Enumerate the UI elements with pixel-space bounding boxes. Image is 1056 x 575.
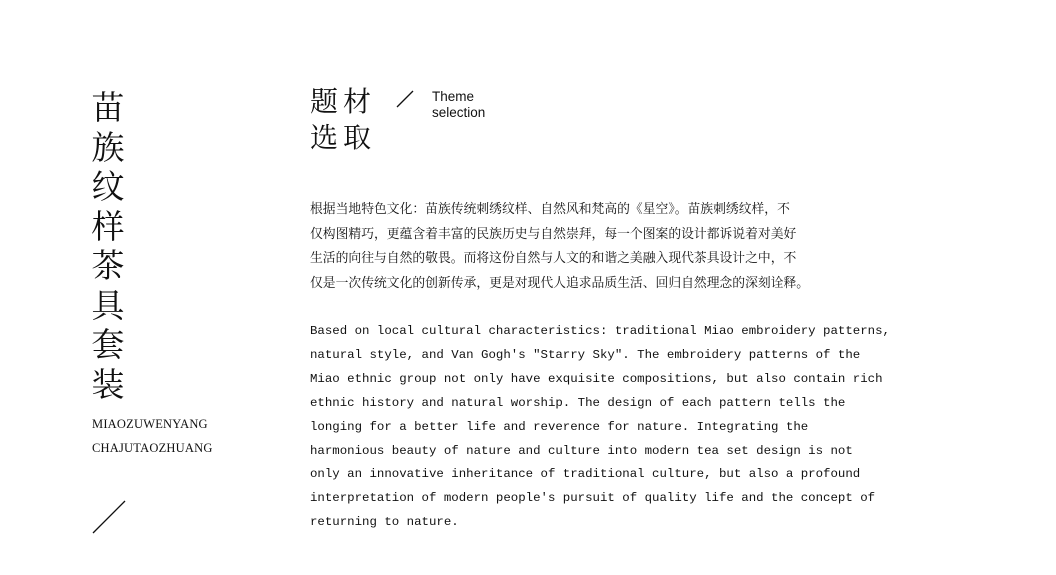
paragraph-line: Miao ethnic group not only have exquisite compositions, but also contain rich xyxy=(310,371,883,386)
title-char: 样 xyxy=(91,206,125,246)
section-heading-line1: 题材 xyxy=(310,85,377,118)
paragraph-line: interpretation of modern people's pursuit of quality life and the concept of xyxy=(310,491,876,506)
vertical-title xyxy=(86,88,130,404)
title-pinyin-line2: CHAJUTAOZHUANG xyxy=(92,441,213,455)
title-char: 具 xyxy=(91,285,125,325)
paragraph-line: 生活的向往与自然的敬畏。而将这份自然与人文的和谐之美融入现代茶具设计之中，不 xyxy=(310,251,797,266)
section-heading xyxy=(310,84,390,156)
paragraph-english xyxy=(310,320,890,535)
title-pinyin-line1: MIAOZUWENYANG xyxy=(92,417,208,431)
paragraph-line: natural style, and Van Gogh's "Starry Sky". The embroidery patterns of the xyxy=(310,347,861,362)
section-subtitle-line1: Theme xyxy=(432,89,475,104)
paragraph-line: harmonious beauty of nature and culture into modern tea set design is not xyxy=(310,443,853,458)
section-subtitle xyxy=(432,89,485,121)
paragraph-line: 仅构图精巧，更蕴含着丰富的民族历史与自然崇拜，每一个图案的设计都诉说着对美好 xyxy=(310,226,797,242)
paragraph-line: 根据当地特色文化：苗族传统刺绣纹样、自然风和梵高的《星空》。苗族刺绣纹样，不 xyxy=(310,202,790,217)
paragraph-line: Based on local cultural characteristics: traditional Miao embroidery patterns, xyxy=(310,324,890,338)
section-subtitle-line2: selection xyxy=(432,105,486,120)
title-char: 茶 xyxy=(91,246,125,285)
slash-divider-icon xyxy=(92,500,126,534)
section-heading-line2: 选取 xyxy=(310,121,377,154)
paragraph-line: only an innovative inheritance of traditional culture, but also a profound xyxy=(310,467,861,482)
title-char: 纹 xyxy=(91,167,125,206)
title-char: 套 xyxy=(91,325,125,364)
title-char: 苗 xyxy=(91,88,125,127)
paragraph-line: 仅是一次传统文化的创新传承，更是对现代人追求品质生活、回归自然理念的深刻诠释。 xyxy=(310,275,810,291)
paragraph-chinese xyxy=(310,198,830,296)
title-char: 装 xyxy=(91,364,125,404)
title-char: 族 xyxy=(91,127,125,167)
heading-slash-icon xyxy=(396,90,414,108)
paragraph-line: longing for a better life and reverence for nature. Integrating the xyxy=(310,419,809,434)
paragraph-line: ethnic history and natural worship. The design of each pattern tells the xyxy=(310,395,846,410)
paragraph-line: returning to nature. xyxy=(310,515,459,530)
